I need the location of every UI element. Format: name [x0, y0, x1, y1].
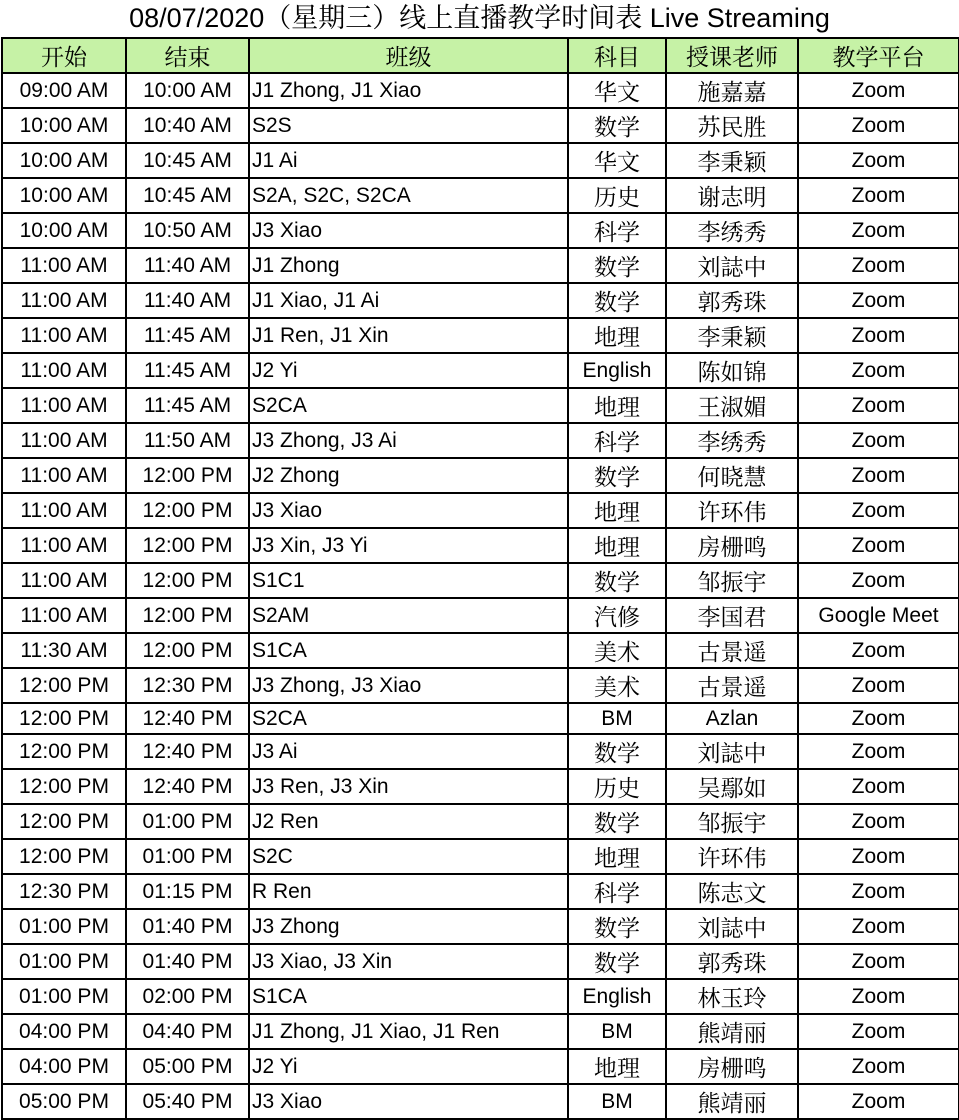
table-row [2, 423, 959, 458]
table-row [2, 1014, 959, 1049]
table-row [2, 804, 959, 839]
start-time-cell: 10:00 AM [2, 108, 126, 143]
table-row [2, 944, 959, 979]
start-time-cell: 11:00 AM [2, 528, 126, 563]
end-time-cell: 01:15 PM [126, 874, 249, 909]
class-name-cell: J3 Zhong [249, 909, 568, 944]
subject-cell: 华文 [568, 143, 666, 178]
platform-cell: Zoom [798, 874, 959, 909]
subject-cell: 地理 [568, 1049, 666, 1084]
subject-cell: 美术 [568, 633, 666, 668]
end-time-cell: 10:00 AM [126, 73, 249, 108]
teacher-cell: 郭秀珠 [666, 944, 798, 979]
teacher-cell: Azlan [666, 703, 798, 734]
platform-cell: Zoom [798, 1014, 959, 1049]
platform-cell: Zoom [798, 1084, 959, 1119]
class-name-cell: S2A, S2C, S2CA [249, 178, 568, 213]
teacher-cell: 古景遥 [666, 668, 798, 703]
subject-cell: 数学 [568, 283, 666, 318]
table-row [2, 143, 959, 178]
platform-cell: Zoom [798, 804, 959, 839]
teacher-cell: 郭秀珠 [666, 283, 798, 318]
start-time-cell: 01:00 PM [2, 979, 126, 1014]
table-row [2, 874, 959, 909]
start-time-cell: 11:00 AM [2, 248, 126, 283]
class-name-cell: J3 Zhong, J3 Ai [249, 423, 568, 458]
header-start: 开始 [2, 38, 126, 73]
start-time-cell: 01:00 PM [2, 944, 126, 979]
teacher-cell: 何晓慧 [666, 458, 798, 493]
subject-cell: 地理 [568, 388, 666, 423]
header-class: 班级 [249, 38, 568, 73]
teacher-cell: 苏民胜 [666, 108, 798, 143]
class-name-cell: J3 Zhong, J3 Xiao [249, 668, 568, 703]
end-time-cell: 01:40 PM [126, 909, 249, 944]
teacher-cell: 邹振宇 [666, 804, 798, 839]
end-time-cell: 05:00 PM [126, 1049, 249, 1084]
teacher-cell: 熊靖丽 [666, 1084, 798, 1119]
end-time-cell: 11:45 AM [126, 353, 249, 388]
platform-cell: Zoom [798, 839, 959, 874]
subject-cell: 数学 [568, 804, 666, 839]
platform-cell: Zoom [798, 388, 959, 423]
class-name-cell: J1 Ren, J1 Xin [249, 318, 568, 353]
class-name-cell: J1 Zhong [249, 248, 568, 283]
subject-cell: 数学 [568, 248, 666, 283]
teacher-cell: 吴鄢如 [666, 769, 798, 804]
subject-cell: 科学 [568, 213, 666, 248]
subject-cell: 历史 [568, 769, 666, 804]
table-row [2, 388, 959, 423]
start-time-cell: 11:00 AM [2, 353, 126, 388]
subject-cell: 数学 [568, 108, 666, 143]
start-time-cell: 12:00 PM [2, 839, 126, 874]
subject-cell: BM [568, 1014, 666, 1049]
end-time-cell: 01:40 PM [126, 944, 249, 979]
end-time-cell: 11:40 AM [126, 283, 249, 318]
platform-cell: Google Meet [798, 598, 959, 633]
subject-cell: 地理 [568, 318, 666, 353]
start-time-cell: 11:30 AM [2, 633, 126, 668]
end-time-cell: 11:50 AM [126, 423, 249, 458]
table-row [2, 979, 959, 1014]
subject-cell: 华文 [568, 73, 666, 108]
platform-cell: Zoom [798, 1049, 959, 1084]
end-time-cell: 10:45 AM [126, 178, 249, 213]
class-name-cell: J3 Xiao [249, 213, 568, 248]
schedule-table [1, 37, 959, 1120]
platform-cell: Zoom [798, 769, 959, 804]
teacher-cell: 熊靖丽 [666, 1014, 798, 1049]
table-row [2, 353, 959, 388]
start-time-cell: 10:00 AM [2, 213, 126, 248]
platform-cell: Zoom [798, 213, 959, 248]
end-time-cell: 12:00 PM [126, 458, 249, 493]
subject-cell: 地理 [568, 839, 666, 874]
end-time-cell: 10:40 AM [126, 108, 249, 143]
class-name-cell: S2S [249, 108, 568, 143]
start-time-cell: 11:00 AM [2, 388, 126, 423]
start-time-cell: 12:00 PM [2, 804, 126, 839]
end-time-cell: 01:00 PM [126, 804, 249, 839]
class-name-cell: J3 Xin, J3 Yi [249, 528, 568, 563]
platform-cell: Zoom [798, 283, 959, 318]
table-row [2, 633, 959, 668]
start-time-cell: 11:00 AM [2, 318, 126, 353]
subject-cell: 历史 [568, 178, 666, 213]
teacher-cell: 许环伟 [666, 839, 798, 874]
platform-cell: Zoom [798, 423, 959, 458]
teacher-cell: 陈如锦 [666, 353, 798, 388]
teacher-cell: 王淑媚 [666, 388, 798, 423]
subject-cell: 数学 [568, 909, 666, 944]
platform-cell: Zoom [798, 353, 959, 388]
subject-cell: 数学 [568, 944, 666, 979]
class-name-cell: S2CA [249, 703, 568, 734]
platform-cell: Zoom [798, 734, 959, 769]
subject-cell: 数学 [568, 563, 666, 598]
end-time-cell: 10:50 AM [126, 213, 249, 248]
teacher-cell: 谢志明 [666, 178, 798, 213]
platform-cell: Zoom [798, 668, 959, 703]
table-row [2, 108, 959, 143]
teacher-cell: 陈志文 [666, 874, 798, 909]
platform-cell: Zoom [798, 633, 959, 668]
end-time-cell: 12:00 PM [126, 528, 249, 563]
table-row [2, 493, 959, 528]
start-time-cell: 12:30 PM [2, 874, 126, 909]
table-row [2, 703, 959, 734]
class-name-cell: J3 Xiao [249, 1084, 568, 1119]
teacher-cell: 房栅鸣 [666, 528, 798, 563]
table-row [2, 73, 959, 108]
teacher-cell: 刘誌中 [666, 734, 798, 769]
table-row [2, 563, 959, 598]
start-time-cell: 01:00 PM [2, 909, 126, 944]
start-time-cell: 12:00 PM [2, 668, 126, 703]
end-time-cell: 12:00 PM [126, 598, 249, 633]
table-row [2, 178, 959, 213]
end-time-cell: 12:30 PM [126, 668, 249, 703]
header-teacher: 授课老师 [666, 38, 798, 73]
class-name-cell: J2 Zhong [249, 458, 568, 493]
end-time-cell: 10:45 AM [126, 143, 249, 178]
class-name-cell: J1 Zhong, J1 Xiao, J1 Ren [249, 1014, 568, 1049]
platform-cell: Zoom [798, 248, 959, 283]
start-time-cell: 10:00 AM [2, 178, 126, 213]
teacher-cell: 李国君 [666, 598, 798, 633]
subject-cell: 地理 [568, 528, 666, 563]
start-time-cell: 04:00 PM [2, 1014, 126, 1049]
end-time-cell: 12:00 PM [126, 563, 249, 598]
start-time-cell: 11:00 AM [2, 493, 126, 528]
class-name-cell: J2 Yi [249, 1049, 568, 1084]
class-name-cell: J3 Xiao [249, 493, 568, 528]
header-platform: 教学平台 [798, 38, 959, 73]
subject-cell: English [568, 979, 666, 1014]
header-end: 结束 [126, 38, 249, 73]
table-row [2, 839, 959, 874]
platform-cell: Zoom [798, 318, 959, 353]
start-time-cell: 10:00 AM [2, 143, 126, 178]
start-time-cell: 05:00 PM [2, 1084, 126, 1119]
class-name-cell: J3 Ai [249, 734, 568, 769]
class-name-cell: S2CA [249, 388, 568, 423]
class-name-cell: J2 Yi [249, 353, 568, 388]
teacher-cell: 李绣秀 [666, 213, 798, 248]
end-time-cell: 12:00 PM [126, 493, 249, 528]
table-row [2, 248, 959, 283]
table-row [2, 318, 959, 353]
platform-cell: Zoom [798, 944, 959, 979]
end-time-cell: 05:40 PM [126, 1084, 249, 1119]
teacher-cell: 刘誌中 [666, 248, 798, 283]
end-time-cell: 11:45 AM [126, 388, 249, 423]
header-subject: 科目 [568, 38, 666, 73]
class-name-cell: S1CA [249, 633, 568, 668]
teacher-cell: 许环伟 [666, 493, 798, 528]
subject-cell: 美术 [568, 668, 666, 703]
end-time-cell: 11:45 AM [126, 318, 249, 353]
teacher-cell: 刘誌中 [666, 909, 798, 944]
teacher-cell: 邹振宇 [666, 563, 798, 598]
class-name-cell: R Ren [249, 874, 568, 909]
table-row [2, 213, 959, 248]
subject-cell: 汽修 [568, 598, 666, 633]
class-name-cell: J3 Ren, J3 Xin [249, 769, 568, 804]
subject-cell: 数学 [568, 734, 666, 769]
table-row [2, 1084, 959, 1119]
teacher-cell: 李秉颖 [666, 143, 798, 178]
start-time-cell: 12:00 PM [2, 769, 126, 804]
subject-cell: 科学 [568, 874, 666, 909]
table-row [2, 668, 959, 703]
start-time-cell: 12:00 PM [2, 703, 126, 734]
page-title: 08/07/2020（星期三）线上直播教学时间表 Live Streaming [129, 3, 830, 33]
class-name-cell: S2C [249, 839, 568, 874]
subject-cell: English [568, 353, 666, 388]
class-name-cell: J3 Xiao, J3 Xin [249, 944, 568, 979]
teacher-cell: 李绣秀 [666, 423, 798, 458]
platform-cell: Zoom [798, 73, 959, 108]
teacher-cell: 古景遥 [666, 633, 798, 668]
table-row [2, 528, 959, 563]
teacher-cell: 施嘉嘉 [666, 73, 798, 108]
class-name-cell: J1 Xiao, J1 Ai [249, 283, 568, 318]
start-time-cell: 12:00 PM [2, 734, 126, 769]
platform-cell: Zoom [798, 563, 959, 598]
platform-cell: Zoom [798, 178, 959, 213]
end-time-cell: 02:00 PM [126, 979, 249, 1014]
start-time-cell: 11:00 AM [2, 423, 126, 458]
table-row [2, 769, 959, 804]
end-time-cell: 12:40 PM [126, 769, 249, 804]
end-time-cell: 12:40 PM [126, 734, 249, 769]
platform-cell: Zoom [798, 909, 959, 944]
table-row [2, 458, 959, 493]
class-name-cell: S1C1 [249, 563, 568, 598]
start-time-cell: 11:00 AM [2, 283, 126, 318]
platform-cell: Zoom [798, 528, 959, 563]
teacher-cell: 房栅鸣 [666, 1049, 798, 1084]
end-time-cell: 12:00 PM [126, 633, 249, 668]
start-time-cell: 04:00 PM [2, 1049, 126, 1084]
table-row [2, 283, 959, 318]
class-name-cell: J1 Zhong, J1 Xiao [249, 73, 568, 108]
platform-cell: Zoom [798, 493, 959, 528]
teacher-cell: 林玉玲 [666, 979, 798, 1014]
end-time-cell: 11:40 AM [126, 248, 249, 283]
start-time-cell: 11:00 AM [2, 563, 126, 598]
teacher-cell: 李秉颖 [666, 318, 798, 353]
end-time-cell: 01:00 PM [126, 839, 249, 874]
end-time-cell: 04:40 PM [126, 1014, 249, 1049]
subject-cell: BM [568, 703, 666, 734]
subject-cell: 数学 [568, 458, 666, 493]
class-name-cell: S2AM [249, 598, 568, 633]
end-time-cell: 12:40 PM [126, 703, 249, 734]
subject-cell: 地理 [568, 493, 666, 528]
table-row [2, 909, 959, 944]
start-time-cell: 09:00 AM [2, 73, 126, 108]
platform-cell: Zoom [798, 108, 959, 143]
table-row [2, 598, 959, 633]
class-name-cell: S1CA [249, 979, 568, 1014]
header-row [2, 38, 959, 73]
start-time-cell: 11:00 AM [2, 458, 126, 493]
subject-cell: BM [568, 1084, 666, 1119]
class-name-cell: J2 Ren [249, 804, 568, 839]
start-time-cell: 11:00 AM [2, 598, 126, 633]
platform-cell: Zoom [798, 143, 959, 178]
table-row [2, 734, 959, 769]
platform-cell: Zoom [798, 979, 959, 1014]
platform-cell: Zoom [798, 703, 959, 734]
subject-cell: 科学 [568, 423, 666, 458]
table-row [2, 1049, 959, 1084]
class-name-cell: J1 Ai [249, 143, 568, 178]
platform-cell: Zoom [798, 458, 959, 493]
